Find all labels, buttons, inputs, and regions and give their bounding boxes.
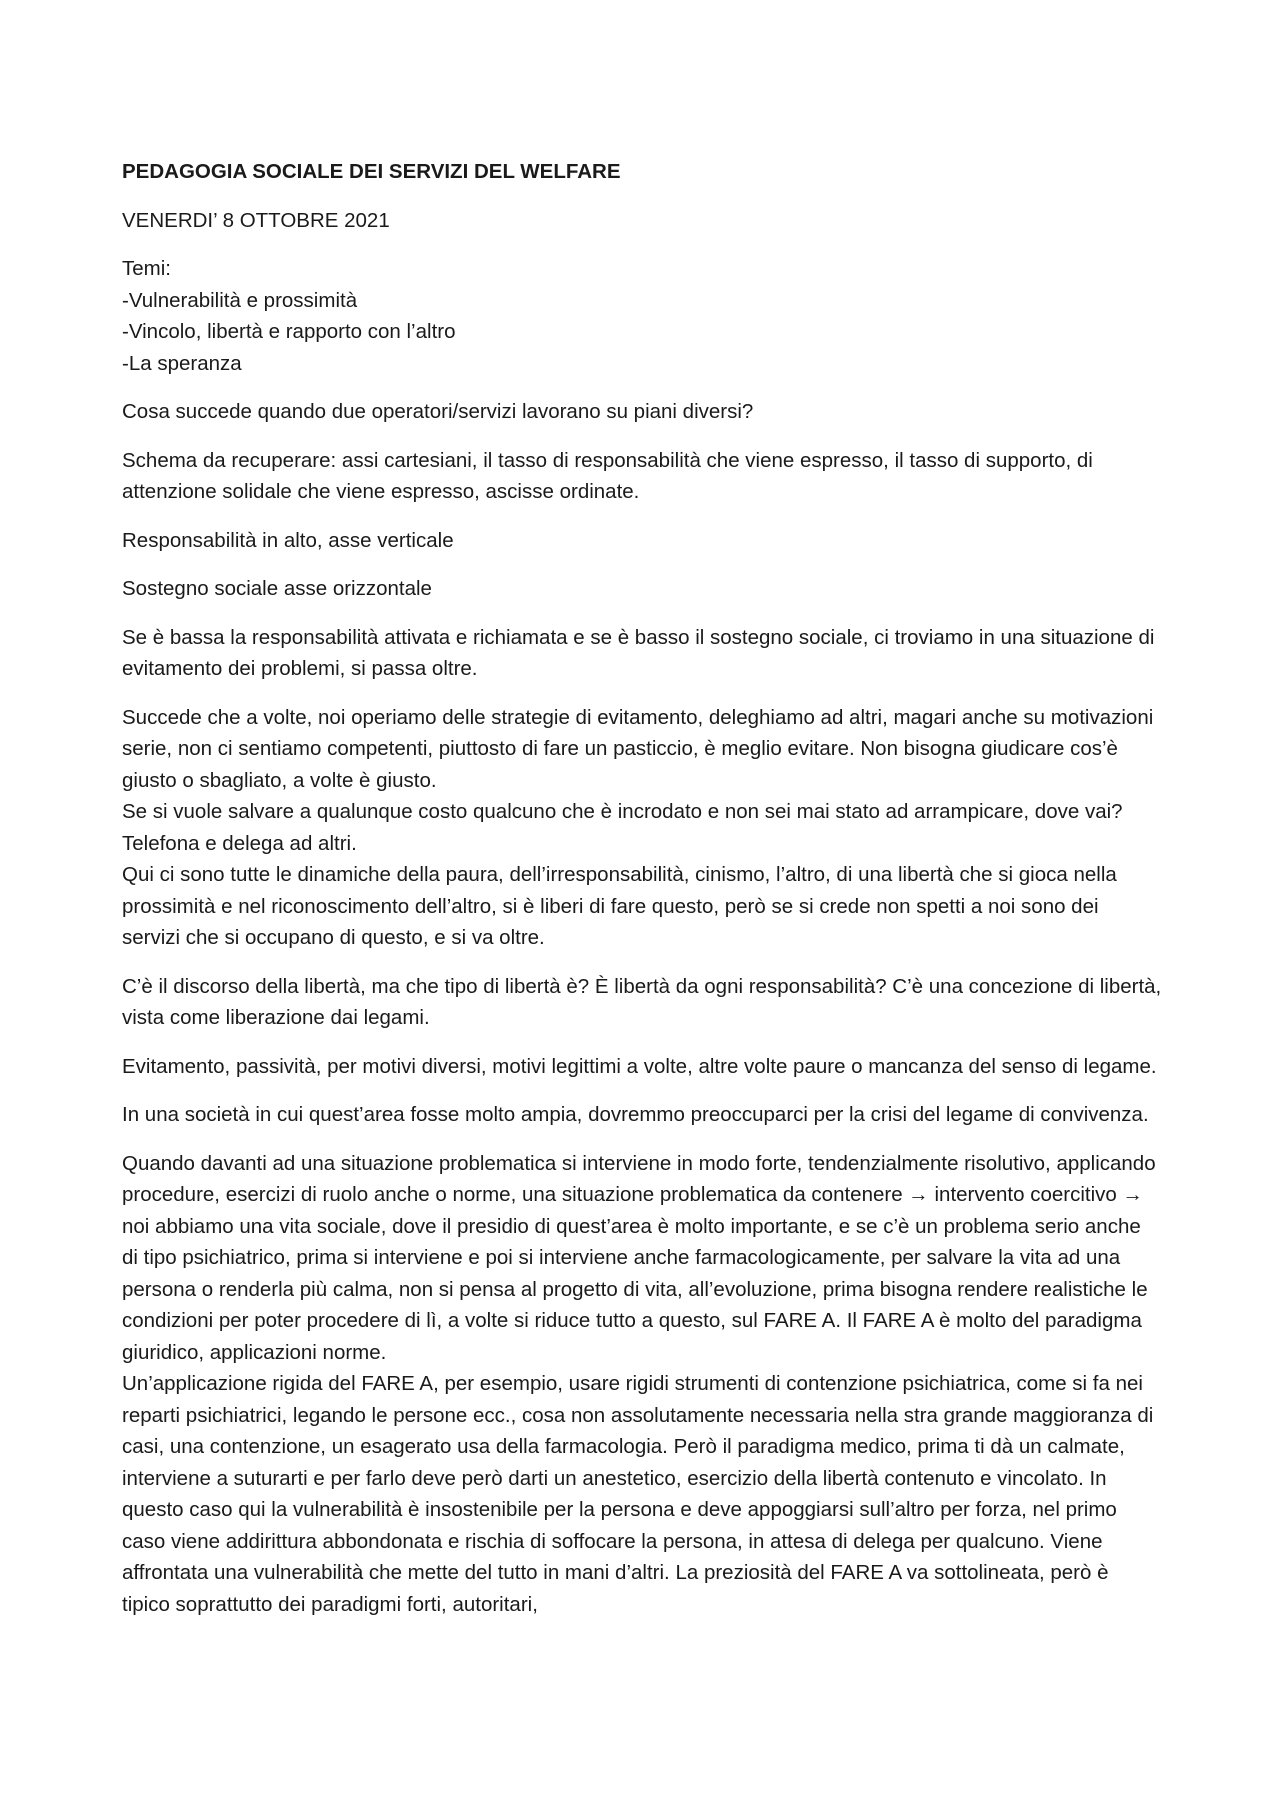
document-body bbox=[122, 156, 1162, 1637]
paragraph: In una società in cui quest’area fosse molto ampia, dovremmo preoccuparci per la crisi del legame di convivenza. bbox=[122, 1103, 1149, 1126]
paragraph-group bbox=[122, 1148, 1162, 1621]
paragraph: Responsabilità in alto, asse verticale bbox=[122, 528, 454, 552]
paragraph: Sostegno sociale asse orizzontale bbox=[122, 577, 432, 600]
paragraph-line: Qui ci sono tutte le dinamiche della paura, dell’irresponsabilità, cinismo, l’altro, di una libertà che si gioca nella prossimità e nel riconoscimento dell’altro, si è liberi di fare questo, però se si crede non spetti a noi sono dei servizi che si occupano di questo, e si va oltre. bbox=[122, 863, 1117, 949]
topics-heading: Temi: bbox=[122, 257, 171, 280]
paragraph-line: Quando davanti ad una situazione problematica si interviene in modo forte, tendenzialmente risolutivo, applicando procedure, esercizi di ruolo anche o norme, una situazione problematica da contenere → intervento coercitivo → noi abbiamo una vita sociale, dove il presidio di quest’area è molto importante, e se c’è un problema serio anche di tipo psichiatrico, prima si interviene e poi si interviene anche farmacologicamente, per salvare la vita ad una persona o renderla più calma, non si pensa al progetto di vita, all’evoluzione, prima bisogna rendere realistiche le condizioni per poter procedere di lì, a volte si riduce tutto a questo, sul FARE A. Il FARE A è molto del paradigma giuridico, applicazioni norme. bbox=[122, 1151, 1156, 1364]
paragraph: Cosa succede quando due operatori/servizi lavorano su piani diversi? bbox=[122, 400, 754, 423]
topic-item: -La speranza bbox=[122, 351, 242, 375]
topic-item: -Vulnerabilità e prossimità bbox=[122, 288, 358, 312]
paragraph-line: Succede che a volte, noi operiamo delle strategie di evitamento, deleghiamo ad altri, magari anche su motivazioni serie, non ci sentiamo competenti, piuttosto di fare un pasticcio, è meglio evitare. Non bisogna giudicare cos’è giusto o sbagliato, a volte è giusto. bbox=[122, 705, 1154, 792]
paragraph-line: Un’applicazione rigida del FARE A, per esempio, usare rigidi strumenti di contenzione psichiatrica, come si fa nei reparti psichiatrici, legando le persone ecc., cosa non assolutamente necessaria nella stra grande maggioranza di casi, una contenzione, un esagerato usa della farmacologia. Però il paradigma medico, prima ti dà un calmate, interviene a suturarti e per farlo deve però darti un anestetico, esercizio della libertà contenuto e vincolato. In questo caso qui la vulnerabilità è insostenibile per la persona e deve appoggiarsi sull’altro per forza, nel primo caso viene addirittura abbondonata e rischia di soffocare la persona, in attesa di delega per qualcuno. Viene affrontata una vulnerabilità che mette del tutto in mani d’altri. La preziosità del FARE A va sottolineata, però è tipico soprattutto dei paradigmi forti, autoritari, bbox=[122, 1372, 1154, 1616]
paragraph-line: Se si vuole salvare a qualunque costo qualcuno che è incrodato e non sei mai stato ad arrampicare, dove vai? Telefona e delega ad altri. bbox=[122, 800, 1123, 855]
topics-block bbox=[122, 253, 1162, 379]
paragraph-group bbox=[122, 702, 1162, 954]
document-date: VENERDI’ 8 OTTOBRE 2021 bbox=[122, 208, 390, 232]
paragraph: C’è il discorso della libertà, ma che tipo di libertà è? È libertà da ogni responsabilità? C’è una concezione di libertà, vista come liberazione dai legami. bbox=[122, 974, 1162, 1029]
paragraph: Schema da recuperare: assi cartesiani, il tasso di responsabilità che viene espresso, il tasso di supporto, di attenzione solidale che viene espresso, ascisse ordinate. bbox=[122, 448, 1093, 503]
paragraph: Evitamento, passività, per motivi diversi, motivi legittimi a volte, altre volte paure o mancanza del senso di legame. bbox=[122, 1054, 1157, 1078]
paragraph: Se è bassa la responsabilità attivata e richiamata e se è basso il sostegno sociale, ci troviamo in una situazione di evitamento dei problemi, si passa oltre. bbox=[122, 625, 1155, 680]
topic-item: -Vincolo, libertà e rapporto con l’altro bbox=[122, 320, 456, 343]
document-title: PEDAGOGIA SOCIALE DEI SERVIZI DEL WELFARE bbox=[122, 160, 621, 183]
